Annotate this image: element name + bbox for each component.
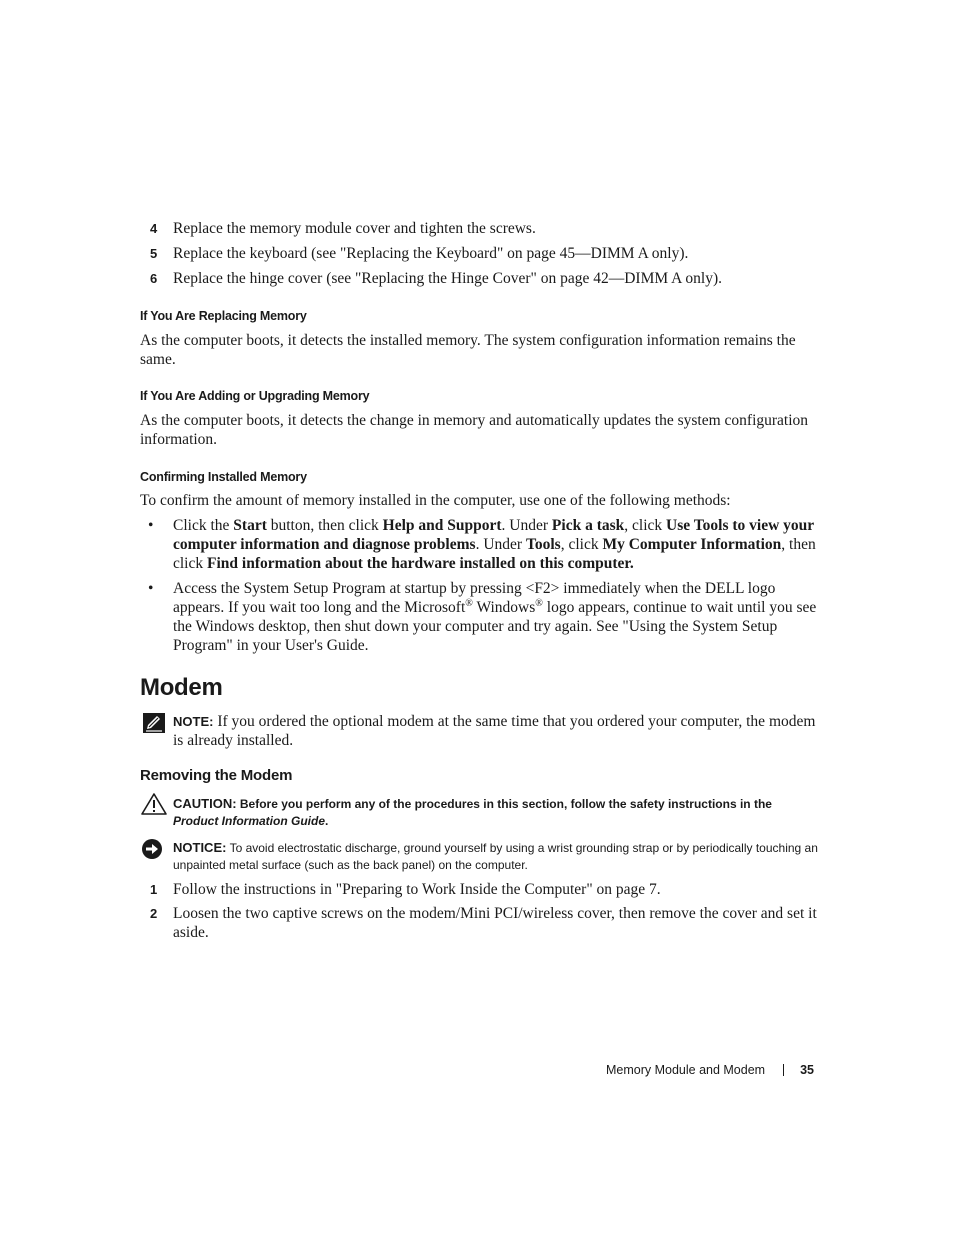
paragraph-adding-memory: As the computer boots, it detects the change in memory and automatically updates the system configuration information.	[140, 412, 809, 448]
notice-text: NOTICE: To avoid electrostatic discharge, ground yourself by using a wrist grounding strap or by periodically touching an unpainted metal surface (such as the back panel) on the computer.	[173, 840, 818, 872]
notice-block	[140, 839, 820, 874]
step-number: 4	[150, 221, 158, 236]
heading-replacing-memory: If You Are Replacing Memory	[140, 309, 307, 323]
note-pencil-icon	[143, 713, 165, 738]
step-6	[140, 269, 820, 288]
paragraph-confirming-intro: To confirm the amount of memory installed in the computer, use one of the following methods:	[140, 492, 731, 509]
caution-text: CAUTION: Before you perform any of the procedures in this section, follow the safety instructions in the Product Information Guide.	[173, 796, 772, 828]
step-text: Replace the hinge cover (see "Replacing the Hinge Cover" on page 42—DIMM A only).	[173, 270, 722, 287]
caution-triangle-icon	[140, 792, 168, 821]
step-text: Loosen the two captive screws on the modem/Mini PCI/wireless cover, then remove the cover and set it aside.	[173, 905, 817, 941]
heading-adding-memory: If You Are Adding or Upgrading Memory	[140, 389, 370, 403]
footer-divider	[783, 1064, 784, 1076]
step-text: Replace the keyboard (see "Replacing the Keyboard" on page 45—DIMM A only).	[173, 245, 689, 262]
notice-arrow-icon	[140, 838, 164, 865]
bullet-item-start-menu	[140, 516, 820, 573]
bullet-marker: •	[148, 517, 154, 534]
step-1	[140, 880, 820, 899]
step-4	[140, 219, 820, 238]
section-title-removing-modem: Removing the Modem	[140, 767, 293, 784]
footer-section-title: Memory Module and Modem	[605, 1063, 766, 1077]
step-number: 5	[150, 246, 158, 261]
step-number: 2	[150, 906, 158, 921]
page-number: 35	[800, 1063, 814, 1077]
heading-confirming-memory: Confirming Installed Memory	[140, 470, 307, 484]
paragraph-replacing-memory: As the computer boots, it detects the installed memory. The system configuration information remains the same.	[140, 332, 796, 368]
step-text: Replace the memory module cover and tighten the screws.	[173, 220, 536, 237]
bullet-marker: •	[148, 580, 154, 597]
step-2	[140, 904, 820, 942]
step-text: Follow the instructions in "Preparing to Work Inside the Computer" on page 7.	[173, 881, 661, 898]
bullet-item-system-setup	[140, 579, 820, 655]
step-number: 6	[150, 271, 158, 286]
step-5	[140, 244, 820, 263]
note-block	[140, 712, 820, 750]
section-title-modem: Modem	[140, 674, 223, 701]
page-footer	[606, 1061, 814, 1079]
bullet-text: Access the System Setup Program at startup by pressing <F2> immediately when the DELL logo appears. If you wait too long and the Microsoft® Windows® logo appears, continue to wait until you see the Windows desktop, then shut down your computer and try again. See "Using the System Setup Program" in your User's Guide.	[173, 580, 817, 654]
step-number: 1	[150, 882, 158, 897]
bullet-text: Click the Start button, then click Help and Support. Under Pick a task, click Use Tools to view your computer information and diagnose problems. Under Tools, click My Computer Information, then click Find information about the hardware installed on this computer.	[173, 517, 816, 572]
note-text: NOTE: If you ordered the optional modem at the same time that you ordered your computer, the modem is already installed.	[173, 713, 816, 749]
caution-block	[140, 795, 820, 830]
